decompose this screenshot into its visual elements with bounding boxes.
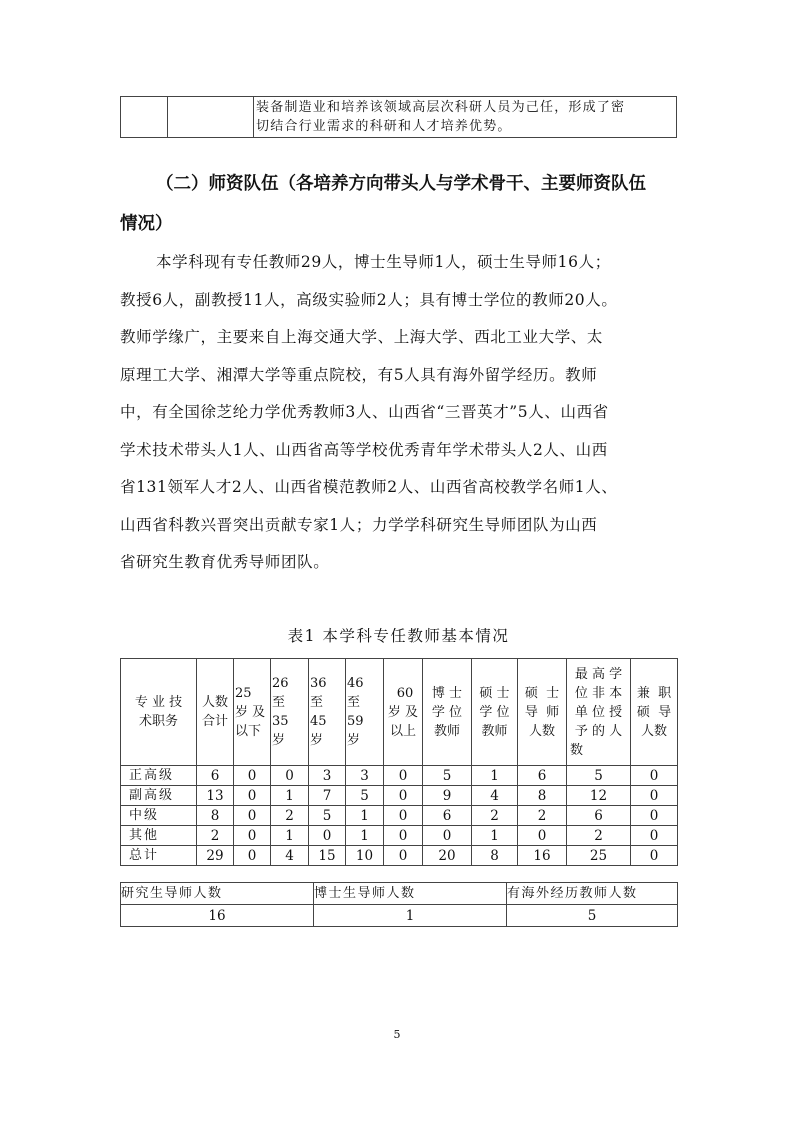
table-cell: 0 xyxy=(384,786,423,806)
table-cell: 16 xyxy=(518,846,567,866)
paragraph-line: 省研究生教育优秀导师团队。 xyxy=(120,553,330,571)
column-header-line: 合计 xyxy=(201,714,228,729)
column-header-line: 导 师 xyxy=(524,704,560,720)
column-header xyxy=(197,659,234,766)
column-header xyxy=(472,659,518,766)
heading-line-1: （二）师资队伍（各培养方向带头人与学术骨干、主要师资队伍 xyxy=(156,174,646,194)
table-cell: 1 xyxy=(346,826,384,846)
summary-label: 博士生导师人数 xyxy=(314,883,507,905)
table-row xyxy=(121,786,678,806)
column-header-line: 数 xyxy=(570,742,584,758)
table-cell: 6 xyxy=(197,766,234,786)
table-cell: 1 xyxy=(472,766,518,786)
paragraph-line: 省131领军人才2人、山西省模范教师2人、山西省高校教学名师1人、 xyxy=(120,478,618,496)
table-cell: 0 xyxy=(631,786,678,806)
column-header-line: 专 业 技 xyxy=(134,695,183,710)
header-row xyxy=(121,659,678,766)
table-cell: 2 xyxy=(472,806,518,826)
body-paragraph xyxy=(120,244,680,582)
table-cell: 5 xyxy=(309,806,346,826)
column-header-line: 硕 士 xyxy=(479,685,510,701)
column-header-line: 硕 士 xyxy=(524,685,560,701)
table-cell: 1 xyxy=(472,826,518,846)
column-header-line: 36 xyxy=(310,676,327,691)
column-header xyxy=(234,659,271,766)
summary-label-row xyxy=(121,883,678,905)
column-header xyxy=(567,659,631,766)
column-header xyxy=(271,659,309,766)
table-cell: 3 xyxy=(309,766,346,786)
column-header-line: 最 高 学 xyxy=(574,666,623,682)
table-cell: 13 xyxy=(197,786,234,806)
paragraph-line: 原理工大学、湘潭大学等重点院校，有5人具有海外留学经历。教师 xyxy=(120,365,598,384)
table-cell: 0 xyxy=(234,806,271,826)
column-header-line: 岁 及 xyxy=(235,704,266,720)
table-cell: 0 xyxy=(518,826,567,846)
table-cell: 1 xyxy=(346,806,384,826)
column-header xyxy=(518,659,567,766)
column-header-line: 59 xyxy=(347,714,364,729)
summary-table xyxy=(120,882,678,927)
table-cell: 0 xyxy=(423,826,472,846)
column-header-line: 岁 xyxy=(310,733,324,748)
paragraph-line: 教授6人，副教授11人，高级实验师2人；具有博士学位的教师20人。 xyxy=(120,290,618,309)
column-header-line: 岁 及 xyxy=(387,704,419,720)
table-cell: 2 xyxy=(567,826,631,846)
column-header-line: 位 非 本 xyxy=(574,685,623,701)
table-cell: 29 xyxy=(197,846,234,866)
page-number: 5 xyxy=(393,1028,401,1041)
paragraph-line: 中，有全国徐芝纶力学优秀教师3人、山西省“三晋英才”5人、山西省 xyxy=(120,403,609,421)
column-header-line: 单 位 授 xyxy=(574,704,623,720)
column-header-line: 人数 xyxy=(640,723,667,739)
summary-label: 有海外经历教师人数 xyxy=(507,883,678,905)
table-cell: 25 xyxy=(567,846,631,866)
column-header-line: 岁 xyxy=(272,733,286,748)
summary-label: 研究生导师人数 xyxy=(121,883,314,905)
column-header-line: 45 xyxy=(310,714,327,729)
paragraph-line: 学术技术带头人1人、山西省高等学校优秀青年学术带头人2人、山西 xyxy=(120,440,608,459)
table-caption: 表1 本学科专任教师基本情况 xyxy=(287,627,510,645)
table-cell: 2 xyxy=(271,806,309,826)
table-cell: 0 xyxy=(384,806,423,826)
heading-line-2: 情况） xyxy=(120,214,173,234)
table-cell: 12 xyxy=(567,786,631,806)
column-header-line: 26 xyxy=(272,676,289,691)
table-cell: 2 xyxy=(197,826,234,846)
table-cell: 1 xyxy=(271,786,309,806)
table-cell: 0 xyxy=(234,766,271,786)
description-line: 切结合行业需求的科研和人才培养优势。 xyxy=(256,119,512,134)
description-line: 装备制造业和培养该领域高层次科研人员为己任，形成了密 xyxy=(256,100,626,115)
column-header-line: 至 xyxy=(310,695,324,710)
paragraph-line: 教师学缘广，主要来自上海交通大学、上海大学、西北工业大学、太 xyxy=(120,328,604,346)
table-cell: 6 xyxy=(518,766,567,786)
column-header-line: 至 xyxy=(347,695,361,710)
summary-value-row xyxy=(121,905,678,927)
column-header-line: 60 xyxy=(392,685,414,701)
table-cell: 0 xyxy=(271,766,309,786)
table-cell: 0 xyxy=(631,806,678,826)
table-row xyxy=(121,826,678,846)
table-cell: 3 xyxy=(346,766,384,786)
column-header xyxy=(346,659,384,766)
table-cell: 15 xyxy=(309,846,346,866)
column-header-line: 博 士 xyxy=(431,685,463,701)
table-cell: 8 xyxy=(472,846,518,866)
table-cell: 5 xyxy=(346,786,384,806)
column-header-line: 学 位 xyxy=(479,704,510,720)
column-header-line: 硕 导 xyxy=(636,704,672,720)
continued-table xyxy=(120,96,677,138)
row-label: 中级 xyxy=(121,806,197,826)
row-label: 正高级 xyxy=(121,766,197,786)
column-header-line: 教师 xyxy=(433,723,460,739)
table-cell: 4 xyxy=(271,846,309,866)
table-cell: 8 xyxy=(518,786,567,806)
column-header-line: 术职务 xyxy=(138,714,178,729)
column-header-line: 人数 xyxy=(201,695,228,710)
table-cell: 0 xyxy=(234,786,271,806)
summary-value: 5 xyxy=(507,905,678,927)
paragraph-line: 山西省科教兴晋突出贡献专家1人；力学学科研究生导师团队为山西 xyxy=(120,515,598,534)
paragraph-line: 本学科现有专任教师29人，博士生导师1人，硕士生导师16人； xyxy=(156,253,611,271)
table-cell: 6 xyxy=(567,806,631,826)
section-heading xyxy=(120,174,680,234)
table-cell: 9 xyxy=(423,786,472,806)
column-header-line: 以上 xyxy=(389,723,416,739)
table-row xyxy=(121,766,678,786)
table-cell: 0 xyxy=(384,766,423,786)
table-cell: 10 xyxy=(346,846,384,866)
table-cell: 6 xyxy=(423,806,472,826)
table-cell: 20 xyxy=(423,846,472,866)
teacher-stats-table xyxy=(120,658,678,866)
column-header xyxy=(384,659,423,766)
table-cell: 1 xyxy=(271,826,309,846)
table-cell: 2 xyxy=(518,806,567,826)
table-cell: 0 xyxy=(631,826,678,846)
continued-table-row xyxy=(121,97,677,138)
column-header-line: 以下 xyxy=(235,723,262,739)
table-cell: 0 xyxy=(234,826,271,846)
row-label: 其他 xyxy=(121,826,197,846)
table-cell: 7 xyxy=(309,786,346,806)
table-cell: 5 xyxy=(423,766,472,786)
column-header-line: 人数 xyxy=(528,723,555,739)
column-header-line: 至 xyxy=(272,695,286,710)
column-header-line: 岁 xyxy=(347,733,361,748)
column-header-line: 46 xyxy=(347,676,364,691)
summary-value: 1 xyxy=(314,905,507,927)
column-header xyxy=(631,659,678,766)
column-header xyxy=(423,659,472,766)
column-header xyxy=(309,659,346,766)
table-cell: 5 xyxy=(567,766,631,786)
column-header-line: 教师 xyxy=(481,723,508,739)
column-header xyxy=(121,659,197,766)
column-header-line: 35 xyxy=(272,714,289,729)
table-cell: 0 xyxy=(384,846,423,866)
column-header-line: 予 的 人 xyxy=(574,723,623,739)
table-cell: 0 xyxy=(309,826,346,846)
column-header-line: 学 位 xyxy=(431,704,463,720)
empty-cell xyxy=(121,97,168,138)
description-cell xyxy=(254,97,677,138)
table-cell: 0 xyxy=(384,826,423,846)
table-cell: 0 xyxy=(631,766,678,786)
column-header-line: 兼 职 xyxy=(636,685,672,701)
table-cell: 0 xyxy=(631,846,678,866)
table-cell: 8 xyxy=(197,806,234,826)
row-label: 总计 xyxy=(121,846,197,866)
table-row xyxy=(121,806,678,826)
empty-cell xyxy=(168,97,254,138)
table-cell: 0 xyxy=(234,846,271,866)
table-row xyxy=(121,846,678,866)
summary-value: 16 xyxy=(121,905,314,927)
column-header-line: 25 xyxy=(235,685,252,701)
table-cell: 4 xyxy=(472,786,518,806)
row-label: 副高级 xyxy=(121,786,197,806)
